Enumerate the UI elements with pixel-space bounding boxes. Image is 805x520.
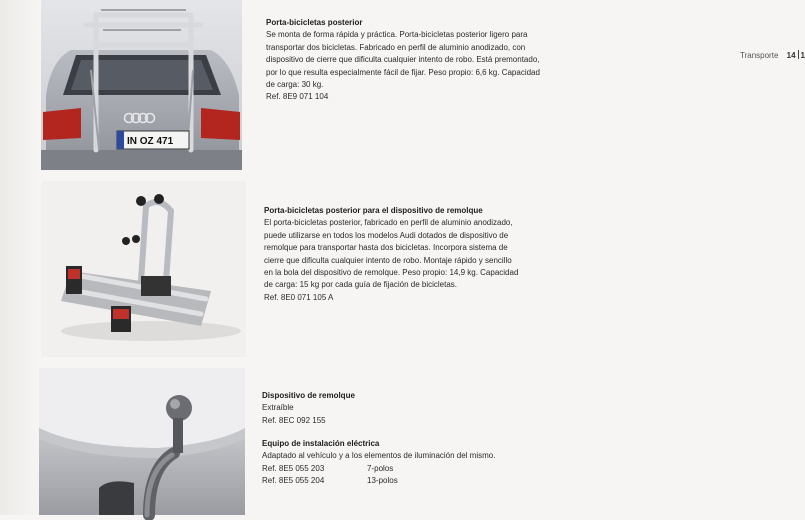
product-title: Equipo de instalación eléctrica bbox=[262, 439, 380, 448]
section-title: Transporte bbox=[740, 51, 779, 60]
product-rear-bike-carrier bbox=[266, 17, 586, 104]
product-reference: Ref. 8E9 071 104 bbox=[266, 92, 329, 102]
running-header bbox=[740, 50, 805, 60]
description-line: cierre que dificulta cualquier intento de robo. Montaje rápido y sencillo bbox=[264, 255, 512, 265]
product-tow-hitch bbox=[262, 390, 592, 427]
reference-row bbox=[262, 463, 592, 475]
bike-carrier-car-photo bbox=[41, 0, 242, 170]
next-page-number: 1 bbox=[800, 51, 805, 60]
description-line: remolque para transportar hasta dos bicicletas. Incorpora sistema de bbox=[264, 243, 508, 253]
product-reference: Ref. 8E5 055 204 bbox=[262, 476, 325, 486]
page-edge bbox=[0, 0, 40, 515]
reference-row bbox=[262, 475, 592, 487]
product-title: Porta-bicicletas posterior bbox=[266, 18, 363, 27]
description-line: dispositivo de cierre que dificulta cualquier intento de robo. Está premontado, bbox=[266, 55, 540, 65]
product-reference: Ref. 8E5 055 203 bbox=[262, 463, 325, 473]
product-towbar-bike-carrier bbox=[264, 205, 584, 304]
description-line: Se monta de forma rápida y práctica. Porta-bicicletas posterior ligero para bbox=[266, 30, 528, 40]
description-line: de carga: 15 kg por cada guía de fijación de bicicletas. bbox=[264, 280, 458, 290]
description-line: en la bola del dispositivo de remolque. Peso propio: 14,9 kg. Capacidad bbox=[264, 268, 519, 278]
tow-hitch-photo bbox=[39, 368, 245, 515]
description-line: Extraíble bbox=[262, 403, 294, 413]
description-line: puede utilizarse en todos los modelos Audi dotados de dispositivo de bbox=[264, 230, 509, 240]
product-title: Dispositivo de remolque bbox=[262, 391, 355, 400]
pole-variant: 7-polos bbox=[367, 463, 394, 473]
description-line: transportar dos bicicletas. Fabricado en perfil de aluminio anodizado, con bbox=[266, 42, 526, 52]
description-line: por lo que resulta especialmente fácil de fijar. Peso propio: 6,6 kg. Capacidad bbox=[266, 67, 540, 77]
description-line: de carga: 30 kg. bbox=[266, 80, 324, 90]
description-line: Adaptado al vehículo y a los elementos de iluminación del mismo. bbox=[262, 451, 496, 461]
description-line: El porta-bicicletas posterior, fabricado en perfil de aluminio anodizado, bbox=[264, 218, 513, 228]
license-plate-text: IN OZ 471 bbox=[127, 136, 174, 147]
page-number: 14 bbox=[786, 51, 796, 60]
page-divider bbox=[798, 50, 799, 59]
product-reference: Ref. 8EC 092 155 bbox=[262, 415, 326, 425]
towbar-bike-carrier-photo bbox=[41, 181, 246, 357]
pole-variant: 13-polos bbox=[367, 476, 398, 486]
product-title: Porta-bicicletas posterior para el dispositivo de remolque bbox=[264, 206, 483, 215]
product-reference: Ref. 8E0 071 105 A bbox=[264, 292, 334, 302]
product-electrical-kit bbox=[262, 438, 592, 488]
